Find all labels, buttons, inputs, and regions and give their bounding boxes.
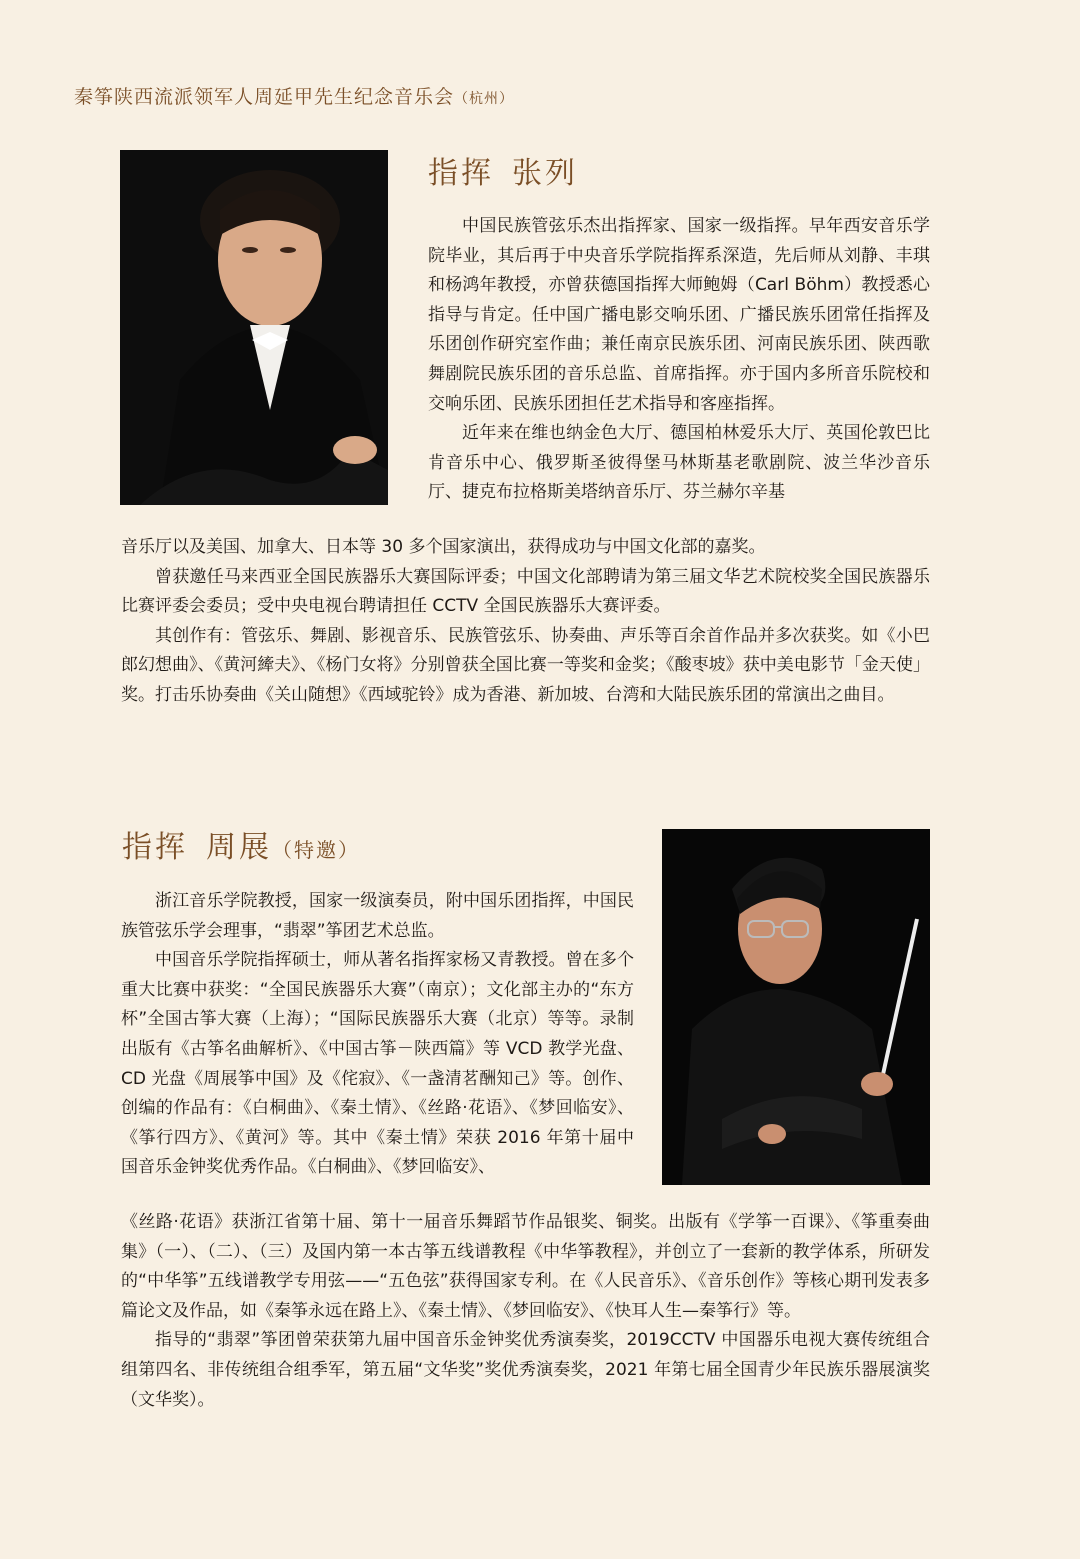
- bio-paragraph: 中国音乐学院指挥硕士，师从著名指挥家杨又青教授。曾在多个重大比赛中获奖：“全国民族器乐大赛”（南京）；文化部主办的“东方杯”全国古筝大赛（上海）；“国际民族器乐大赛（北京）等等。录制出版有《古筝名曲解析》、《中国古筝－陕西篇》等 VCD 教学光盘、CD 光盘《周展筝中国》及《侘寂》、《一盏清茗酬知己》等。创作、创编的作品有：《白桐曲》、《秦土情》、《丝路·花语》、《梦回临安》、《筝行四方》、《黄河》等。其中《秦土情》荣获 2016 年第十届中国音乐金钟奖优秀作品。《白桐曲》、《梦回临安》、: [121, 950, 634, 1178]
- bio-paragraph: 浙江音乐学院教授，国家一级演奏员，附中国乐团指挥，中国民族管弦乐学会理事，“翡翠”筝团艺术总监。: [121, 891, 634, 941]
- conductor2-name: 周展: [206, 830, 272, 865]
- bio-paragraph: 中国民族管弦乐杰出指挥家、国家一级指挥。早年西安音乐学院毕业，其后再于中央音乐学院指挥系深造，先后师从刘静、丰琪和杨鸿年教授，亦曾获德国指挥大师鲍姆（Carl Böhm）教授悉心指导与肯定。任中国广播电影交响乐团、广播民族乐团常任指挥及乐团创作研究室作曲；兼任南京民族乐团、河南民族乐团、陕西歌舞剧院民族乐团的音乐总监、首席指挥。亦于国内多所音乐院校和交响乐团、民族乐团担任艺术指导和客座指挥。: [428, 216, 930, 414]
- bio-paragraph: 音乐厅以及美国、加拿大、日本等 30 多个国家演出，获得成功与中国文化部的嘉奖。: [121, 537, 766, 557]
- bio-paragraph: 《丝路·花语》获浙江省第十届、第十一届音乐舞蹈节作品银奖、铜奖。出版有《学筝一百课》、《筝重奏曲集》（一）、（二）、（三）及国内第一本古筝五线谱教程《中华筝教程》，并创立了一套新的教学体系，所研发的“中华筝”五线谱教学专用弦——“五色弦”获得国家专利。在《人民音乐》、《音乐创作》等核心期刊发表多篇论文及作品，如《秦筝永远在路上》、《秦土情》、《梦回临安》、《快耳人生—秦筝行》等。: [121, 1212, 930, 1321]
- conductor1-role: 指挥: [428, 156, 494, 191]
- conductor2-heading: [122, 822, 360, 866]
- concert-title: 秦筝陕西流派领军人周延甲先生纪念音乐会: [74, 86, 455, 108]
- conductor2-role: 指挥: [122, 830, 188, 865]
- concert-header: [74, 82, 514, 109]
- bio-paragraph: 其创作有：管弦乐、舞剧、影视音乐、民族管弦乐、协奏曲、声乐等百余首作品并多次获奖。如《小巴郎幻想曲》、《黄河縴夫》、《杨门女将》分别曾获全国比赛一等奖和金奖；《酸枣坡》获中美电影节「金天使」奖。打击乐协奏曲《关山随想》《西域驼铃》成为香港、新加坡、台湾和大陆民族乐团的常演出之曲目。: [121, 625, 930, 705]
- portrait-icon: [120, 150, 388, 505]
- concert-location: （杭州）: [454, 91, 515, 107]
- conductor2-tag: （特邀）: [272, 838, 360, 862]
- conductor2-bio-top: [121, 887, 634, 1183]
- bio-paragraph: 曾获邀任马来西亚全国民族器乐大赛国际评委；中国文化部聘请为第三届文华艺术院校奖全国民族器乐比赛评委会委员；受中央电视台聘请担任 CCTV 全国民族器乐大赛评委。: [121, 566, 930, 617]
- portrait-icon: [662, 829, 930, 1185]
- conductor1-bio-bottom: [121, 533, 930, 711]
- bio-paragraph: 近年来在维也纳金色大厅、德国柏林爱乐大厅、英国伦敦巴比肯音乐中心、俄罗斯圣彼得堡马林斯基老歌剧院、波兰华沙音乐厅、捷克布拉格斯美塔纳音乐厅、芬兰赫尔辛基: [428, 423, 930, 503]
- conductor-zhou-zhan-photo: [662, 829, 930, 1185]
- conductor2-bio-bottom: [121, 1208, 930, 1415]
- conductor1-bio-top: [428, 212, 930, 508]
- conductor1-name: 张列: [512, 156, 578, 191]
- bio-paragraph: 指导的“翡翠”筝团曾荣获第九届中国音乐金钟奖优秀演奏奖，2019CCTV 中国器乐电视大赛传统组合组第四名、非传统组合组季军，第五届“文华奖”奖优秀演奏奖，2021 年第七届全国青少年民族乐器展演奖（文华奖）。: [121, 1330, 930, 1410]
- conductor1-heading: [428, 148, 578, 192]
- conductor-zhang-lie-photo: [120, 150, 388, 505]
